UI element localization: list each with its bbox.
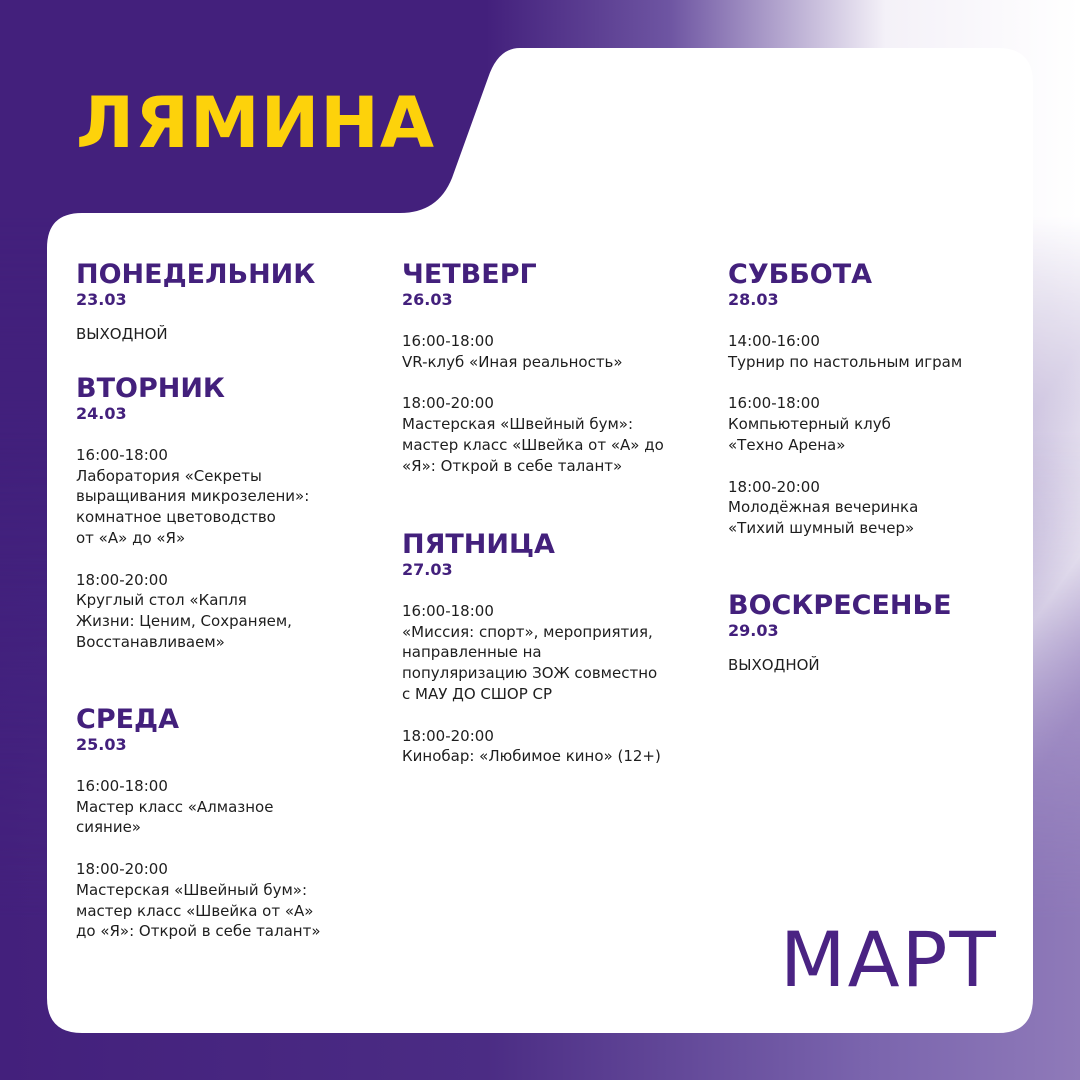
event-time: 18:00-20:00: [728, 477, 820, 496]
event-item: [402, 393, 702, 476]
event-time: 16:00-18:00: [402, 332, 494, 350]
event-title: Компьютерный клуб «Техно Арена»: [728, 415, 891, 454]
day-name: ВТОРНИК: [76, 373, 226, 404]
event-title: Турнир по настольным играм: [728, 352, 963, 371]
event-time: 18:00-20:00: [76, 570, 168, 589]
day-saturday: [728, 260, 1028, 539]
day-date: 29.03: [728, 621, 779, 640]
day-date: 25.03: [76, 735, 127, 754]
event-title: VR-клуб «Иная реальность»: [402, 352, 623, 371]
event-time: 16:00-18:00: [728, 394, 820, 413]
event-time: 16:00-18:00: [402, 602, 494, 620]
event-title: Мастерская «Швейный бум»: мастер класс «Швейка от «А» до «Я»: Открой в себе талант»: [402, 415, 664, 475]
day-name: СРЕДА: [76, 704, 179, 735]
day-sunday: [728, 591, 1028, 675]
day-friday: [402, 530, 702, 767]
event-time: 18:00-20:00: [76, 860, 168, 879]
day-name: ПЯТНИЦА: [402, 529, 555, 560]
event-time: 18:00-20:00: [402, 726, 494, 745]
day-tuesday: [76, 374, 376, 652]
column-1-tuesday: [76, 374, 376, 673]
day-date: 24.03: [76, 404, 127, 423]
event-time: 16:00-18:00: [76, 777, 168, 795]
day-name: ВОСКРЕСЕНЬЕ: [728, 590, 952, 621]
event-item: [728, 331, 1028, 372]
event-item: [76, 570, 376, 653]
day-name: СУББОТА: [728, 259, 873, 290]
day-date: 26.03: [402, 290, 453, 309]
event-item: [76, 859, 376, 942]
event-title: Мастер класс «Алмазное сияние»: [76, 797, 274, 837]
day-status: ВЫХОДНОЙ: [728, 656, 820, 674]
month-label: МАРТ: [780, 915, 998, 1004]
day-thursday: [402, 260, 702, 476]
day-status: ВЫХОДНОЙ: [76, 325, 168, 343]
event-item: [402, 601, 702, 705]
event-time: 16:00-18:00: [76, 446, 168, 464]
day-name: ПОНЕДЕЛЬНИК: [76, 259, 316, 290]
event-item: [728, 393, 1028, 455]
event-title: Кинобар: «Любимое кино» (12+): [402, 747, 661, 766]
event-title: «Миссия: спорт», мероприятия, направленные на популяризацию ЗОЖ совместно с МАУ ДО СШОР СР: [402, 622, 658, 703]
event-title: Лаборатория «Секреты выращивания микрозелени»: комнатное цветоводство от «А» до «Я»: [76, 466, 310, 547]
column-1-wednesday: [76, 705, 376, 963]
column-3-saturday: [728, 260, 1028, 560]
event-item: [76, 776, 376, 838]
column-2-thursday: [402, 260, 702, 497]
day-date: 28.03: [728, 290, 779, 309]
column-2-friday: [402, 530, 702, 788]
day-date: 27.03: [402, 560, 453, 579]
column-1: [76, 260, 376, 344]
event-item: [402, 726, 702, 767]
day-date: 23.03: [76, 290, 127, 309]
column-3-sunday: [728, 591, 1028, 675]
day-name: ЧЕТВЕРГ: [402, 259, 537, 290]
event-title: Мастерская «Швейный бум»: мастер класс «Швейка от «А» до «Я»: Открой в себе талант»: [76, 880, 321, 941]
day-wednesday: [76, 705, 376, 942]
event-item: [728, 477, 1028, 539]
event-item: [76, 445, 376, 549]
event-title: Молодёжная вечеринка «Тихий шумный вечер»: [728, 498, 919, 537]
event-time: 18:00-20:00: [402, 394, 494, 413]
day-monday: [76, 260, 376, 344]
page-title: ЛЯМИНА: [76, 82, 436, 164]
event-item: [402, 331, 702, 372]
event-title: Круглый стол «Капля Жизни: Ценим, Сохраняем, Восстанавливаем»: [76, 591, 292, 651]
event-time: 14:00-16:00: [728, 332, 820, 350]
